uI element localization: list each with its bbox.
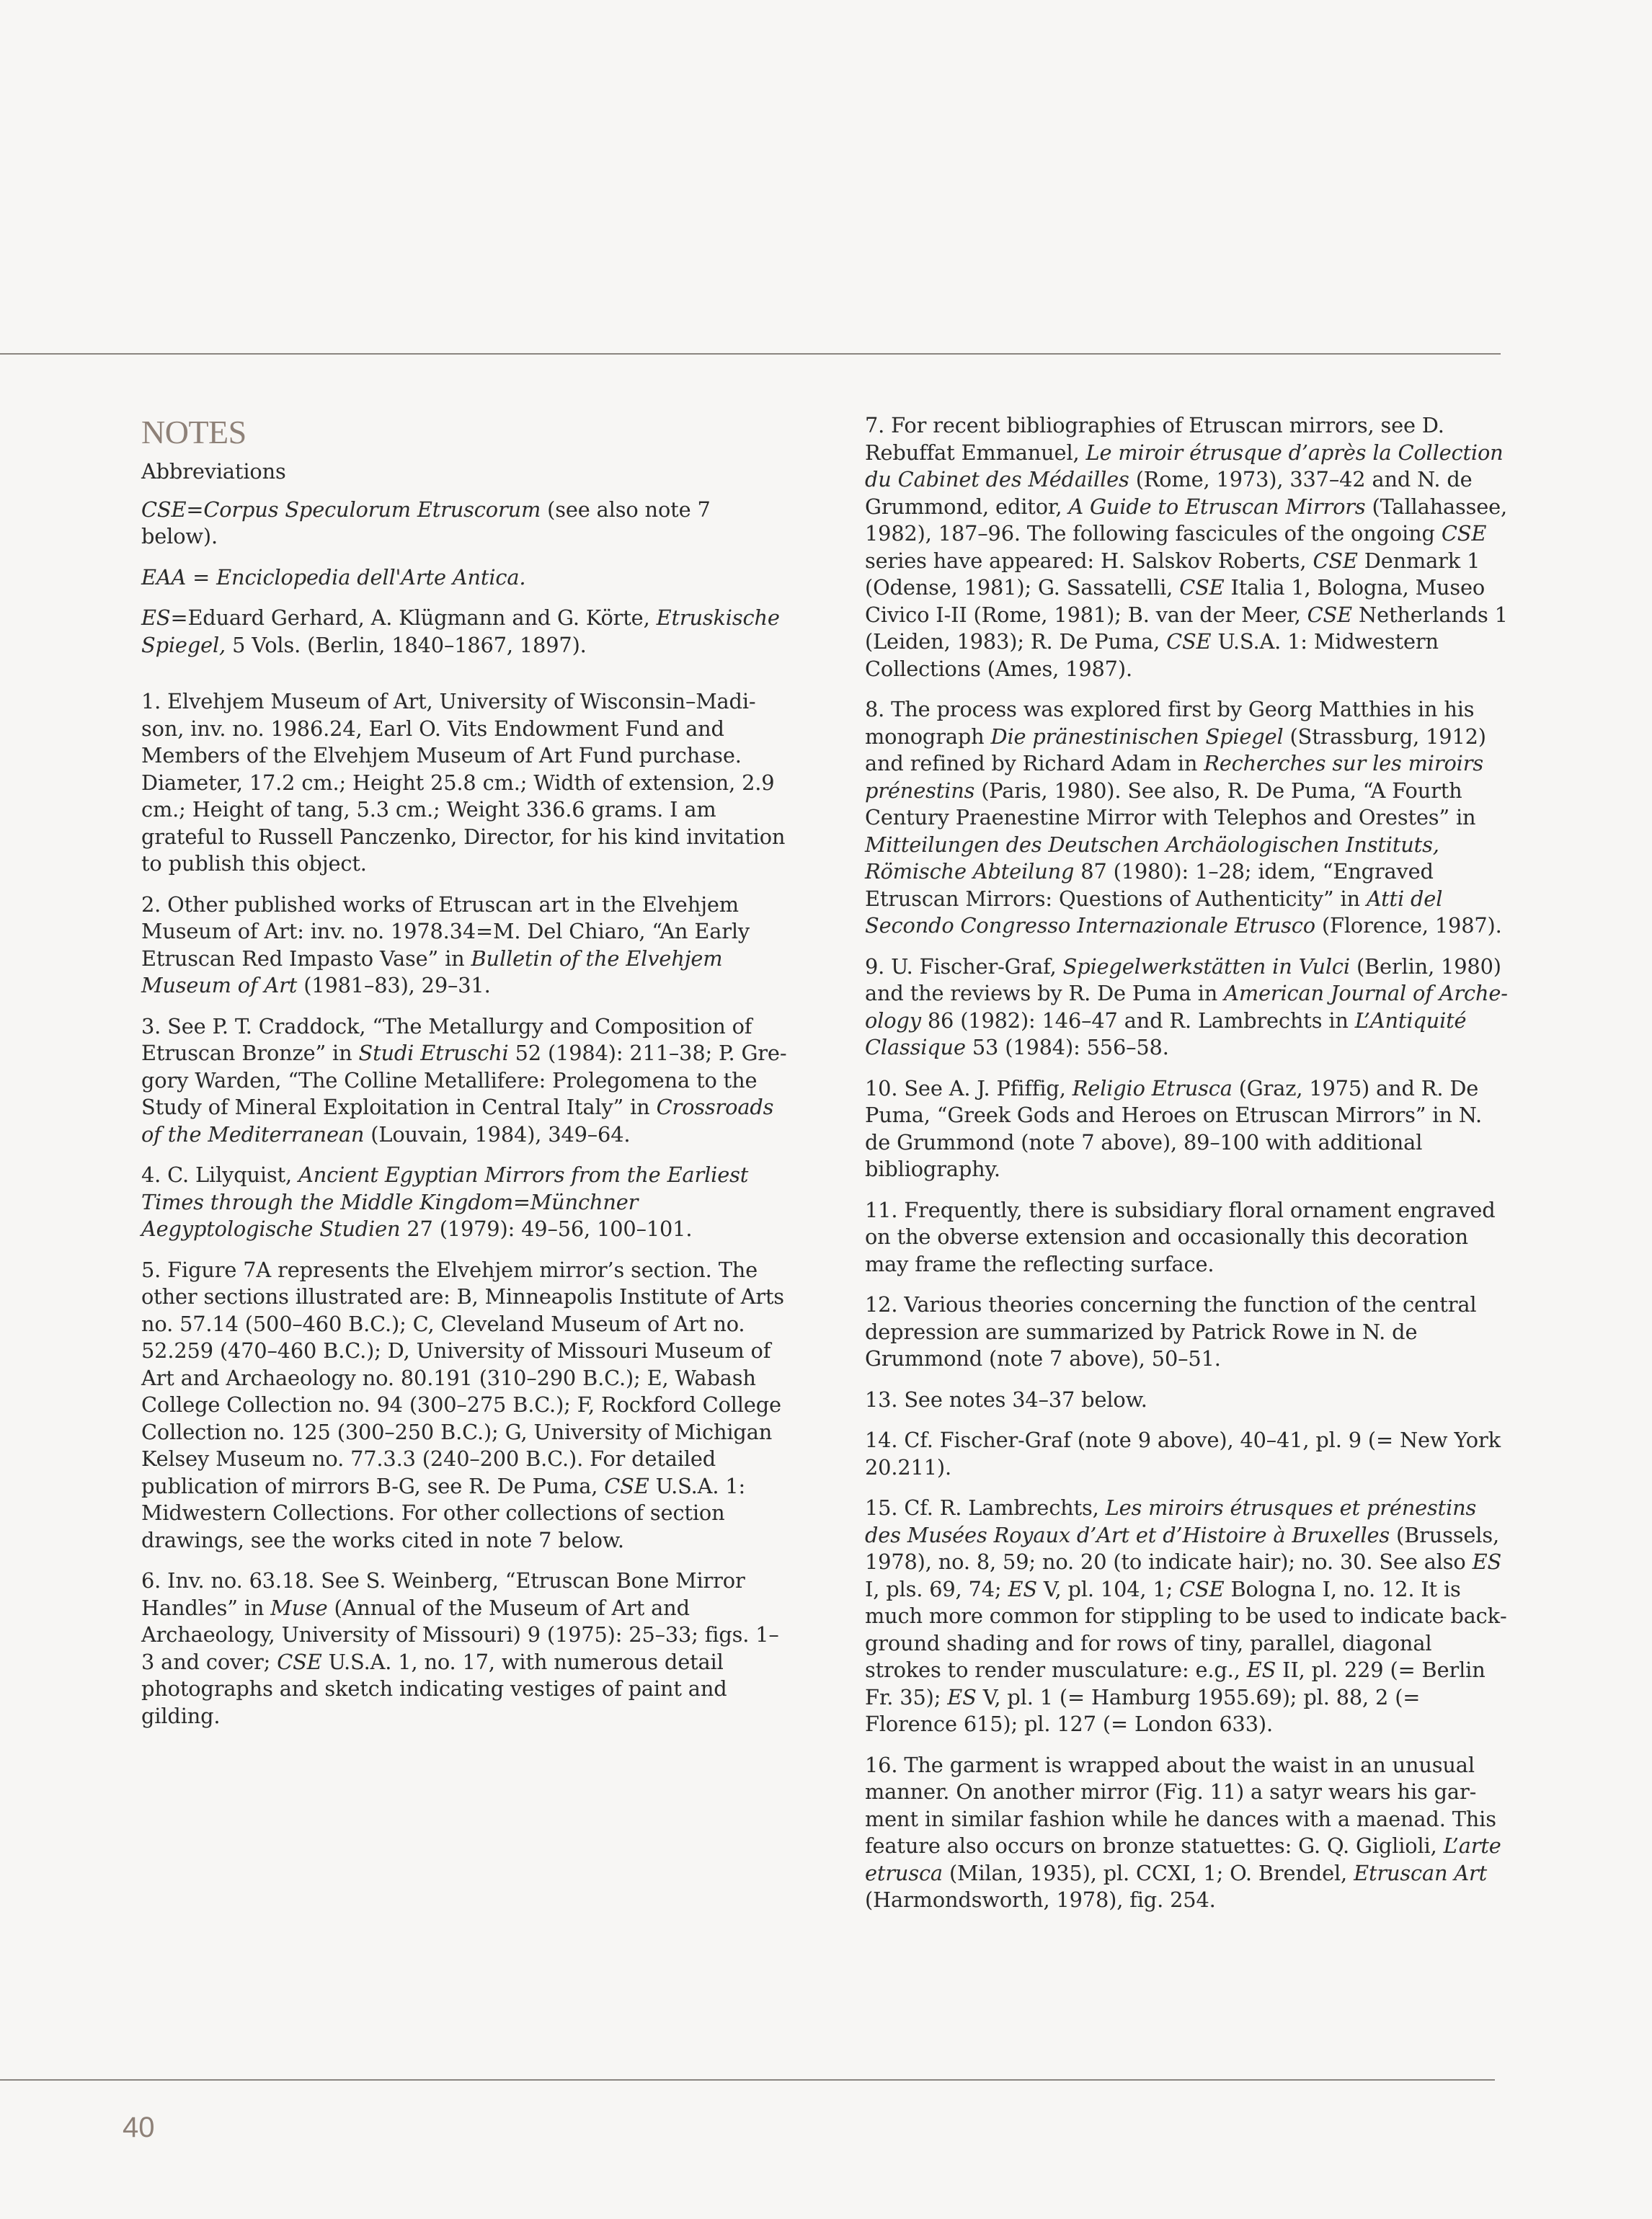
note-7: 7. For recent bibliographies of Etruscan mirrors, see D. Rebuffat Emmanuel, Le miroir étrusque d’après la Collection du Cabinet des Médailles (Rome, 1973), 337–42 and N. de Grummond, editor, A Guide to Etruscan Mirrors (Tallahassee, 1982), 187–96. The following fascicules of the ongoing CSE series have appeared: H. Salskov Roberts, CSE Denmark 1 (Odense, 1981); G. Sassatelli, CSE Italia 1, Bologna, Museo Civico I-II (Rome, 1981); B. van der Meer, CSE Netherlands 1 (Leiden, 1983); R. De Puma, CSE U.S.A. 1: Midwestern Collections (Ames, 1987). [865,413,1508,681]
abbreviation-eaa: EAA = Enciclopedia dell'Arte Antica. [141,564,526,590]
abbreviations-title: Abbreviations [141,459,286,484]
notes-right-column [865,412,1514,1928]
note-8: 8. The process was explored first by Georg Matthies in his monograph Die pränestinischen Spiegel (Strassburg, 1912) and refined by Richard Adam in Recherches sur les miroirs prénestins (Paris, 1980). See also, R. De Puma, “A Fourth Century Praenestine Mirror with Telephos and Orestes” in Mitteilungen des Deutschen Archäologischen Instituts, Römische Abteilung 87 (1980): 1–28; idem, “Engraved Etruscan Mirrors: Questions of Authenticity” in Atti del Secondo Congresso Internazionale Etrusco (Florence, 1987). [865,697,1502,938]
page-number: 40 [123,2112,155,2143]
notes-heading: NOTES [141,414,247,450]
note-5: 5. Figure 7A represents the Elvehjem mirror’s section. The other sections illustrated are: B, Minneapolis Institute of Arts no. 57.14 (500–460 B.C.); C, Cleveland Museum of Art no. 52.259 (470–460 B.C.); D, University of Missouri Museum of Art and Archaeology no. 80.191 (310–290 B.C.); E, Wabash College Collection no. 94 (300–275 B.C.); F, Rockford College Collection no. 125 (300–250 B.C.); G, University of Michigan Kelsey Museum no. 77.3.3 (240–200 B.C.). For detailed publication of mirrors B-G, see R. De Puma, CSE U.S.A. 1: Midwestern Collections. For other collections of section drawings, see the works cited in note 7 below. [141,1257,784,1552]
note-12: 12. Various theories concerning the function of the central depression are summarized by Patrick Rowe in N. de Grummond (note 7 above), 50–51. [865,1292,1477,1371]
notes-left-column [141,412,790,1743]
note-9: 9. U. Fischer-Graf, Spiegelwerkstätten in Vulci (Berlin, 1980) and the reviews by R. De Puma in American Journal of Archeology 86 (1982): 146–47 and R. Lambrechts in L’Antiquité Classique 53 (1984): 556–58. [865,953,1508,1059]
note-16: 16. The garment is wrapped about the waist in an unusual manner. On another mirror (Fig. 11) a satyr wears his garment in similar fashion while he dances with a maenad. This feature also occurs on bronze statuettes: G. Q. Giglioli, L’arte etrusca (Milan, 1935), pl. CCXI, 1; O. Brendel, Etruscan Art (Harmondsworth, 1978), fig. 254. [865,1752,1501,1912]
note-1: 1. Elvehjem Museum of Art, University of Wisconsin–Madison, inv. no. 1986.24, Earl O. Vits Endowment Fund and Members of the Elvehjem Museum of Art Fund purchase. Diameter, 17.2 cm.; Height 25.8 cm.; Width of extension, 2.9 cm.; Height of tang, 5.3 cm.; Weight 336.6 grams. I am grateful to Russell Panczenko, Director, for his kind invitation to publish this object. [141,689,786,876]
note-6: 6. Inv. no. 63.18. See S. Weinberg, “Etruscan Bone Mirror Handles” in Muse (Annual of the Museum of Art and Archaeology, University of Missouri) 9 (1975): 25–33; figs. 1–3 and cover; CSE U.S.A. 1, no. 17, with numerous detail photographs and sketch indicating vestiges of paint and gilding. [141,1568,779,1728]
note-14: 14. Cf. Fischer-Graf (note 9 above), 40–41, pl. 9 (= New York 20.211). [865,1428,1501,1480]
top-rule [0,353,1501,355]
note-2: 2. Other published works of Etruscan art in the Elvehjem Museum of Art: inv. no. 1978.34=M. Del Chiaro, “An Early Etruscan Red Impasto Vase” in Bulletin of the Elvehjem Museum of Art (1981–83), 29–31. [141,891,750,997]
note-11: 11. Frequently, there is subsidiary floral ornament engraved on the obverse extension and occasionally this decoration may frame the reflecting surface. [865,1197,1496,1276]
abbreviation-es: ES=Eduard Gerhard, A. Klügmann and G. Körte, Etruskische Spiegel, 5 Vols. (Berlin, 1840–1867, 1897). [141,605,780,657]
abbreviation-cse: CSE=Corpus Speculorum Etruscorum (see also note 7 below). [141,497,711,548]
note-4: 4. C. Lilyquist, Ancient Egyptian Mirrors from the Earliest Times through the Middle Kingdom=Münchner Aegyptologische Studien 27 (1979): 49–56, 100–101. [141,1162,749,1241]
note-10: 10. See A. J. Pfiffig, Religio Etrusca (Graz, 1975) and R. De Puma, “Greek Gods and Heroes on Etruscan Mirrors” in N. de Grummond (note 7 above), 89–100 with additional bibliography. [865,1075,1482,1181]
note-13: 13. See notes 34–37 below. [865,1387,1147,1412]
note-15: 15. Cf. R. Lambrechts, Les miroirs étrusques et prénestins des Musées Royaux d’Art et d’Histoire à Bruxelles (Brussels, 1978), no. 8, 59; no. 20 (to indicate hair); no. 30. See also ES I, pls. 69, 74; ES V, pl. 104, 1; CSE Bologna I, no. 12. It is much more common for stippling to be used to indicate background shading and for rows of tiny, parallel, diagonal strokes to render musculature: e.g., ES II, pl. 229 (= Berlin Fr. 35); ES V, pl. 1 (= Hamburg 1955.69); pl. 88, 2 (= Florence 615); pl. 127 (= London 633). [865,1495,1507,1736]
note-3: 3. See P. T. Craddock, “The Metallurgy and Composition of Etruscan Bronze” in Studi Etruschi 52 (1984): 211–38; P. Gregory Warden, “The Colline Metallifere: Prolegomena to the Study of Mineral Exploitation in Central Italy” in Crossroads of the Mediterranean (Louvain, 1984), 349–64. [141,1013,787,1147]
bottom-rule [0,2079,1495,2081]
